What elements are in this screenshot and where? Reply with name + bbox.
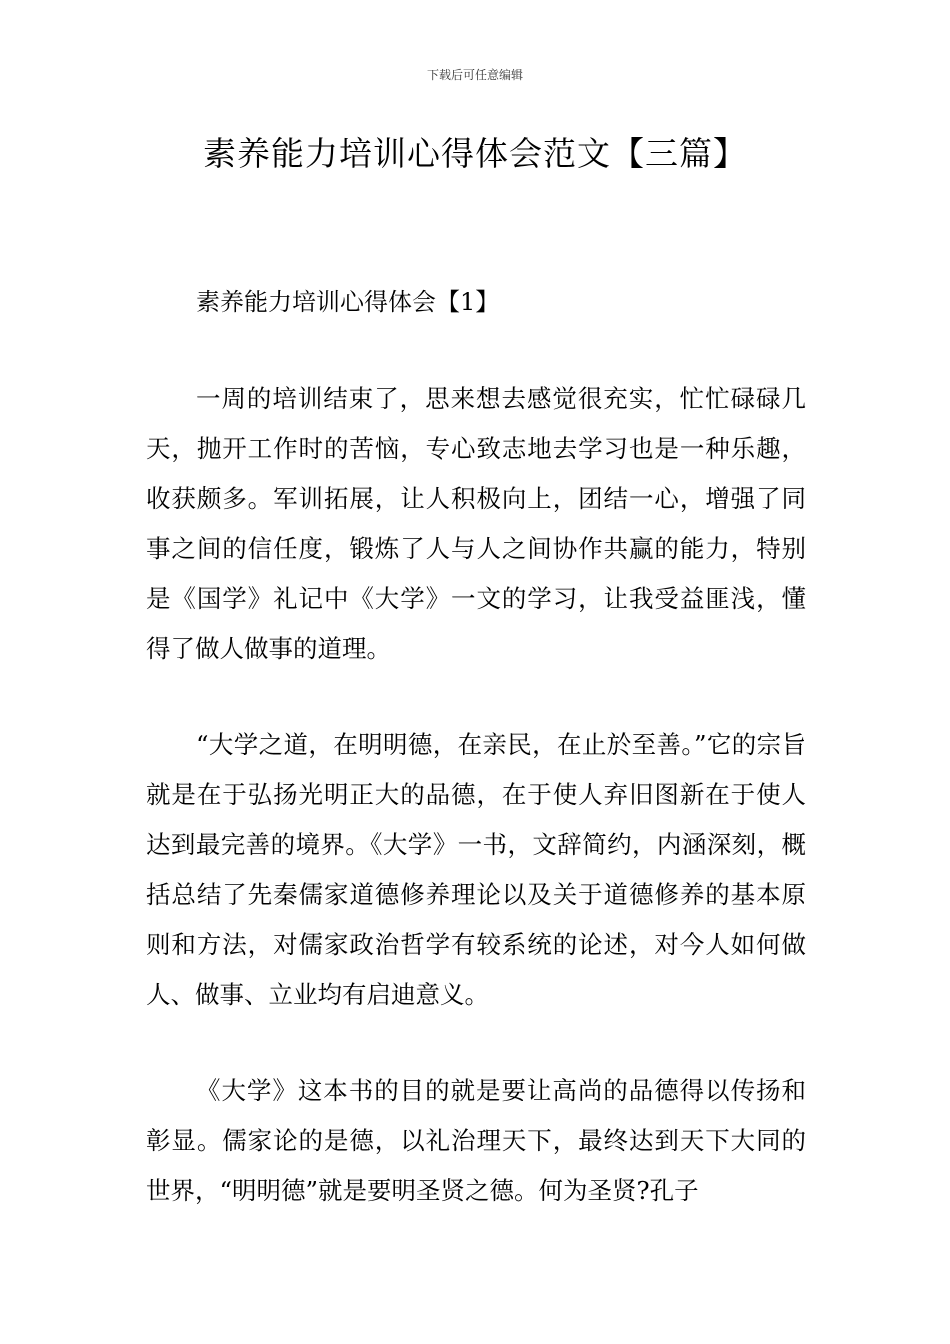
document-title: 素养能力培训心得体会范文【三篇】 bbox=[203, 134, 747, 173]
header-note: 下载后可任意编辑 bbox=[426, 68, 523, 82]
body-paragraph-1: 一周的培训结束了，思来想去感觉很充实，忙忙碌碌几天，抛开工作时的苦恼，专心致志地去学习也是一种乐趣，收获颇多。军训拓展，让人积极向上，团结一心，增强了同事之间的信任度，锻炼了人与人之间协作共赢的能力，特别是《国学》礼记中《大学》一文的学习，让我受益匪浅，懂得了做人做事的道理。 bbox=[146, 384, 806, 663]
section-heading: 素养能力培训心得体会【1】 bbox=[196, 288, 500, 316]
body-paragraph-3: 《大学》这本书的目的就是要让高尚的品德得以传扬和彰显。儒家论的是德，以礼治理天下，最终达到天下大同的世界，“明明德”就是要明圣贤之德。何为圣贤?孔子 bbox=[146, 1076, 806, 1205]
body-paragraph-2: “大学之道，在明明德，在亲民，在止於至善。”它的宗旨就是在于弘扬光明正大的品德，在于使人弃旧图新在于使人达到最完善的境界。《大学》一书，文辞简约，内涵深刻，概括总结了先秦儒家道德修养理论以及关于道德修养的基本原则和方法，对儒家政治哲学有较系统的论述，对今人如何做人、做事、立业均有启迪意义。 bbox=[146, 730, 806, 1009]
